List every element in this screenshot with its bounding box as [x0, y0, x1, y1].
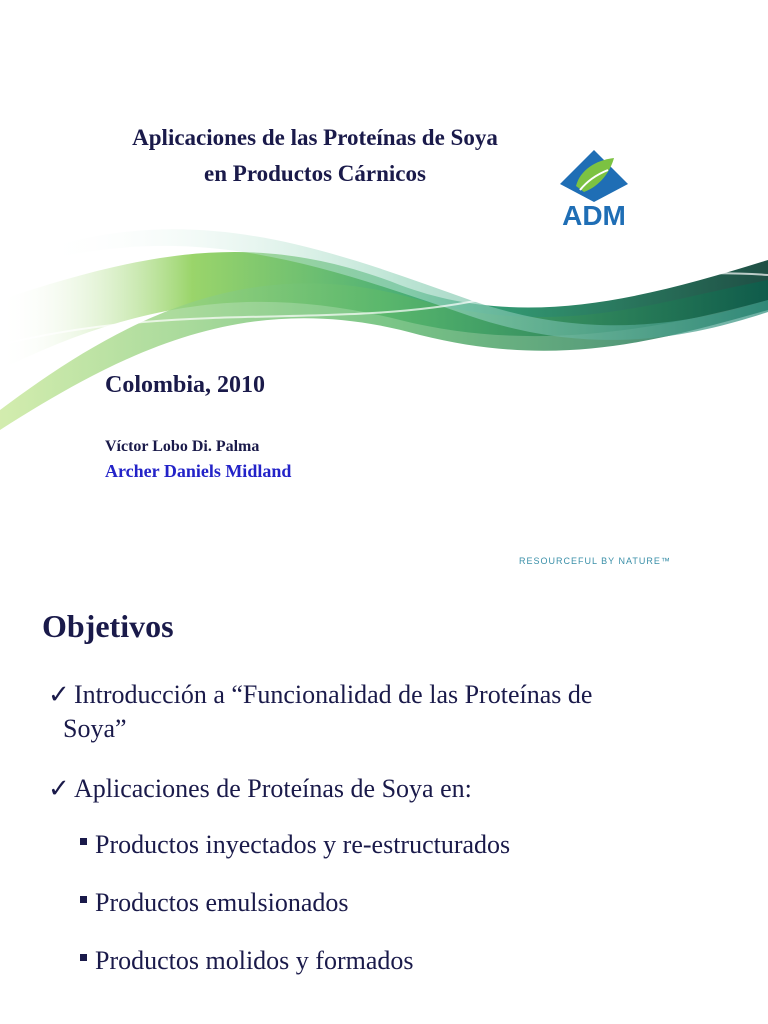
- objectives-slide: [0, 580, 768, 1024]
- check-icon: ✓: [48, 774, 70, 803]
- sub-bullet-text: Productos emulsionados: [95, 888, 349, 917]
- adm-logo-text: ADM: [562, 200, 626, 231]
- bullet-item-continuation: [63, 712, 127, 746]
- company-name: Archer Daniels Midland: [105, 461, 292, 481]
- country-year: Colombia, 2010: [105, 372, 266, 398]
- bullet-item: [48, 772, 472, 806]
- check-icon: ✓: [48, 680, 70, 709]
- bullet-text: Aplicaciones de Proteínas de Soya en:: [74, 774, 472, 803]
- sub-bullet-text: Productos inyectados y re-estructurados: [95, 830, 511, 859]
- bullet-text: Soya”: [63, 714, 127, 743]
- square-bullet-icon: [80, 838, 87, 845]
- bullet-item: [48, 678, 592, 712]
- sub-bullet-text: Productos molidos y formados: [95, 946, 414, 975]
- author-name: Víctor Lobo Di. Palma: [105, 438, 260, 455]
- tagline: RESOURCEFUL BY NATURE™: [519, 556, 671, 566]
- slide-title: [60, 120, 570, 192]
- sub-bullet-item: [80, 886, 349, 920]
- bullet-text: Introducción a “Funcionalidad de las Proteínas de: [74, 680, 593, 709]
- title-line-1: Aplicaciones de las Proteínas de Soya: [132, 125, 498, 150]
- sub-bullet-item: [80, 828, 510, 862]
- square-bullet-icon: [80, 896, 87, 903]
- sub-bullet-item: [80, 944, 414, 978]
- title-line-2: en Productos Cárnicos: [204, 161, 426, 186]
- square-bullet-icon: [80, 954, 87, 961]
- objectives-heading: Objetivos: [42, 608, 174, 644]
